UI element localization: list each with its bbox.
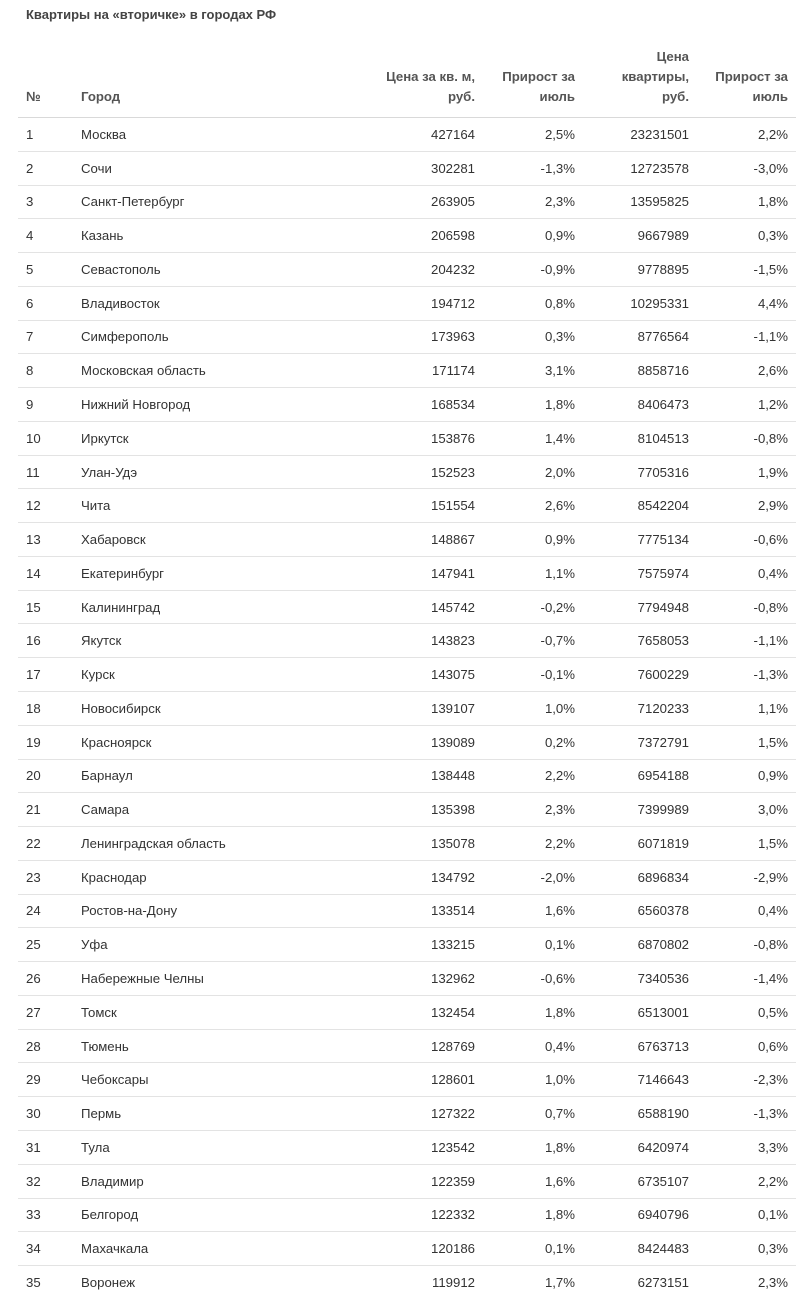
header-flat-price: Цена квартиры, руб. xyxy=(583,47,697,118)
price-per-sqm: 139089 xyxy=(303,725,483,759)
city-name: Симферополь xyxy=(73,320,303,354)
growth-sqm: 0,2% xyxy=(483,725,583,759)
row-number: 8 xyxy=(18,354,73,388)
table-header-row xyxy=(18,47,796,118)
growth-flat: -1,5% xyxy=(697,253,796,287)
growth-sqm: 1,1% xyxy=(483,556,583,590)
growth-flat: -1,3% xyxy=(697,658,796,692)
city-name: Севастополь xyxy=(73,253,303,287)
flat-price: 8104513 xyxy=(583,421,697,455)
growth-sqm: 2,2% xyxy=(483,827,583,861)
growth-flat: 1,5% xyxy=(697,725,796,759)
page-title: Квартиры на «вторичке» в городах РФ xyxy=(26,7,276,22)
table-row xyxy=(18,1266,796,1299)
flat-price: 6588190 xyxy=(583,1097,697,1131)
city-name: Барнаул xyxy=(73,759,303,793)
row-number: 1 xyxy=(18,118,73,152)
flat-price: 9667989 xyxy=(583,219,697,253)
growth-sqm: 0,4% xyxy=(483,1029,583,1063)
row-number: 22 xyxy=(18,827,73,861)
row-number: 33 xyxy=(18,1198,73,1232)
table-body xyxy=(18,118,796,1299)
flat-price: 7794948 xyxy=(583,590,697,624)
city-name: Самара xyxy=(73,793,303,827)
flat-price: 7600229 xyxy=(583,658,697,692)
flat-price: 6940796 xyxy=(583,1198,697,1232)
table-row xyxy=(18,1232,796,1266)
row-number: 26 xyxy=(18,962,73,996)
growth-sqm: -0,1% xyxy=(483,658,583,692)
city-name: Казань xyxy=(73,219,303,253)
city-name: Тула xyxy=(73,1130,303,1164)
table-row xyxy=(18,658,796,692)
row-number: 14 xyxy=(18,556,73,590)
row-number: 12 xyxy=(18,489,73,523)
growth-flat: 2,2% xyxy=(697,1164,796,1198)
growth-flat: -0,8% xyxy=(697,928,796,962)
growth-flat: 1,8% xyxy=(697,185,796,219)
city-name: Ростов-на-Дону xyxy=(73,894,303,928)
flat-price: 6763713 xyxy=(583,1029,697,1063)
growth-sqm: 0,1% xyxy=(483,1232,583,1266)
price-per-sqm: 134792 xyxy=(303,860,483,894)
flat-price: 8542204 xyxy=(583,489,697,523)
growth-sqm: -0,6% xyxy=(483,962,583,996)
row-number: 31 xyxy=(18,1130,73,1164)
growth-flat: 0,3% xyxy=(697,219,796,253)
city-name: Пермь xyxy=(73,1097,303,1131)
table-row xyxy=(18,118,796,152)
city-name: Чита xyxy=(73,489,303,523)
header-city: Город xyxy=(73,47,303,118)
growth-flat: -3,0% xyxy=(697,151,796,185)
table-row xyxy=(18,1063,796,1097)
price-per-sqm: 120186 xyxy=(303,1232,483,1266)
growth-sqm: 0,8% xyxy=(483,286,583,320)
price-per-sqm: 143075 xyxy=(303,658,483,692)
growth-flat: 3,3% xyxy=(697,1130,796,1164)
city-name: Московская область xyxy=(73,354,303,388)
price-per-sqm: 128769 xyxy=(303,1029,483,1063)
growth-sqm: -0,7% xyxy=(483,624,583,658)
growth-sqm: 1,7% xyxy=(483,1266,583,1299)
city-name: Якутск xyxy=(73,624,303,658)
city-name: Уфа xyxy=(73,928,303,962)
row-number: 34 xyxy=(18,1232,73,1266)
table-row xyxy=(18,1164,796,1198)
row-number: 29 xyxy=(18,1063,73,1097)
price-per-sqm: 173963 xyxy=(303,320,483,354)
table-row xyxy=(18,962,796,996)
price-per-sqm: 138448 xyxy=(303,759,483,793)
city-name: Москва xyxy=(73,118,303,152)
price-per-sqm: 135398 xyxy=(303,793,483,827)
flat-price: 8858716 xyxy=(583,354,697,388)
table-row xyxy=(18,523,796,557)
growth-flat: 0,6% xyxy=(697,1029,796,1063)
flat-price: 7120233 xyxy=(583,692,697,726)
table-row xyxy=(18,320,796,354)
price-per-sqm: 168534 xyxy=(303,388,483,422)
row-number: 3 xyxy=(18,185,73,219)
header-price-per-sqm: Цена за кв. м, руб. xyxy=(303,47,483,118)
flat-price: 6896834 xyxy=(583,860,697,894)
flat-price: 6870802 xyxy=(583,928,697,962)
growth-sqm: 0,3% xyxy=(483,320,583,354)
row-number: 2 xyxy=(18,151,73,185)
growth-flat: -1,4% xyxy=(697,962,796,996)
price-per-sqm: 132962 xyxy=(303,962,483,996)
price-per-sqm: 148867 xyxy=(303,523,483,557)
flat-price: 6560378 xyxy=(583,894,697,928)
row-number: 11 xyxy=(18,455,73,489)
table-row xyxy=(18,253,796,287)
city-price-table xyxy=(18,47,796,1299)
growth-flat: -1,1% xyxy=(697,320,796,354)
row-number: 5 xyxy=(18,253,73,287)
flat-price: 6273151 xyxy=(583,1266,697,1299)
flat-price: 6420974 xyxy=(583,1130,697,1164)
price-per-sqm: 302281 xyxy=(303,151,483,185)
growth-flat: 1,9% xyxy=(697,455,796,489)
growth-sqm: 2,6% xyxy=(483,489,583,523)
city-name: Воронеж xyxy=(73,1266,303,1299)
flat-price: 7146643 xyxy=(583,1063,697,1097)
city-name: Красноярск xyxy=(73,725,303,759)
table-row xyxy=(18,1097,796,1131)
price-per-sqm: 206598 xyxy=(303,219,483,253)
row-number: 27 xyxy=(18,995,73,1029)
growth-sqm: 2,2% xyxy=(483,759,583,793)
table-row xyxy=(18,860,796,894)
growth-flat: 2,6% xyxy=(697,354,796,388)
flat-price: 8406473 xyxy=(583,388,697,422)
growth-sqm: 3,1% xyxy=(483,354,583,388)
growth-flat: 0,3% xyxy=(697,1232,796,1266)
growth-sqm: 1,6% xyxy=(483,1164,583,1198)
growth-sqm: -0,9% xyxy=(483,253,583,287)
city-name: Курск xyxy=(73,658,303,692)
row-number: 25 xyxy=(18,928,73,962)
city-name: Белгород xyxy=(73,1198,303,1232)
row-number: 4 xyxy=(18,219,73,253)
growth-sqm: 2,5% xyxy=(483,118,583,152)
price-per-sqm: 151554 xyxy=(303,489,483,523)
growth-flat: -1,3% xyxy=(697,1097,796,1131)
price-per-sqm: 122332 xyxy=(303,1198,483,1232)
row-number: 24 xyxy=(18,894,73,928)
row-number: 23 xyxy=(18,860,73,894)
growth-flat: 1,5% xyxy=(697,827,796,861)
growth-flat: 2,3% xyxy=(697,1266,796,1299)
growth-flat: 0,4% xyxy=(697,556,796,590)
city-name: Иркутск xyxy=(73,421,303,455)
flat-price: 8424483 xyxy=(583,1232,697,1266)
growth-flat: 0,5% xyxy=(697,995,796,1029)
table-row xyxy=(18,624,796,658)
growth-sqm: -1,3% xyxy=(483,151,583,185)
growth-flat: -0,6% xyxy=(697,523,796,557)
price-per-sqm: 263905 xyxy=(303,185,483,219)
row-number: 10 xyxy=(18,421,73,455)
price-per-sqm: 194712 xyxy=(303,286,483,320)
table-row xyxy=(18,692,796,726)
table-row xyxy=(18,793,796,827)
price-per-sqm: 153876 xyxy=(303,421,483,455)
row-number: 20 xyxy=(18,759,73,793)
city-name: Санкт-Петербург xyxy=(73,185,303,219)
price-per-sqm: 119912 xyxy=(303,1266,483,1299)
price-per-sqm: 427164 xyxy=(303,118,483,152)
growth-flat: -1,1% xyxy=(697,624,796,658)
flat-price: 12723578 xyxy=(583,151,697,185)
price-per-sqm: 143823 xyxy=(303,624,483,658)
flat-price: 8776564 xyxy=(583,320,697,354)
growth-sqm: 1,0% xyxy=(483,1063,583,1097)
price-per-sqm: 145742 xyxy=(303,590,483,624)
flat-price: 7399989 xyxy=(583,793,697,827)
table-row xyxy=(18,590,796,624)
growth-sqm: 1,4% xyxy=(483,421,583,455)
growth-sqm: 2,3% xyxy=(483,185,583,219)
growth-sqm: 1,8% xyxy=(483,1198,583,1232)
table-row xyxy=(18,928,796,962)
city-name: Новосибирск xyxy=(73,692,303,726)
table-row xyxy=(18,354,796,388)
table-row xyxy=(18,151,796,185)
table-row xyxy=(18,556,796,590)
price-per-sqm: 133215 xyxy=(303,928,483,962)
growth-flat: 1,1% xyxy=(697,692,796,726)
table-row xyxy=(18,894,796,928)
flat-price: 9778895 xyxy=(583,253,697,287)
city-name: Екатеринбург xyxy=(73,556,303,590)
growth-flat: 0,4% xyxy=(697,894,796,928)
growth-flat: 4,4% xyxy=(697,286,796,320)
flat-price: 7372791 xyxy=(583,725,697,759)
header-number: № xyxy=(18,47,73,118)
row-number: 13 xyxy=(18,523,73,557)
price-per-sqm: 122359 xyxy=(303,1164,483,1198)
table-row xyxy=(18,759,796,793)
row-number: 18 xyxy=(18,692,73,726)
city-name: Хабаровск xyxy=(73,523,303,557)
row-number: 16 xyxy=(18,624,73,658)
flat-price: 6735107 xyxy=(583,1164,697,1198)
row-number: 17 xyxy=(18,658,73,692)
header-growth-sqm: Прирост за июль xyxy=(483,47,583,118)
city-name: Сочи xyxy=(73,151,303,185)
growth-sqm: -0,2% xyxy=(483,590,583,624)
city-name: Чебоксары xyxy=(73,1063,303,1097)
city-name: Набережные Челны xyxy=(73,962,303,996)
header-growth-flat: Прирост за июль xyxy=(697,47,796,118)
price-per-sqm: 204232 xyxy=(303,253,483,287)
row-number: 15 xyxy=(18,590,73,624)
table-row xyxy=(18,827,796,861)
growth-sqm: 2,3% xyxy=(483,793,583,827)
growth-sqm: 0,7% xyxy=(483,1097,583,1131)
price-per-sqm: 132454 xyxy=(303,995,483,1029)
city-name: Владивосток xyxy=(73,286,303,320)
flat-price: 6513001 xyxy=(583,995,697,1029)
growth-sqm: -2,0% xyxy=(483,860,583,894)
row-number: 30 xyxy=(18,1097,73,1131)
flat-price: 23231501 xyxy=(583,118,697,152)
table-row xyxy=(18,388,796,422)
table-row xyxy=(18,1198,796,1232)
growth-sqm: 1,8% xyxy=(483,995,583,1029)
flat-price: 13595825 xyxy=(583,185,697,219)
growth-flat: -0,8% xyxy=(697,421,796,455)
growth-flat: -2,9% xyxy=(697,860,796,894)
row-number: 6 xyxy=(18,286,73,320)
city-name: Томск xyxy=(73,995,303,1029)
price-per-sqm: 128601 xyxy=(303,1063,483,1097)
price-per-sqm: 135078 xyxy=(303,827,483,861)
table-row xyxy=(18,455,796,489)
table-row xyxy=(18,1130,796,1164)
growth-flat: 2,2% xyxy=(697,118,796,152)
growth-flat: -0,8% xyxy=(697,590,796,624)
flat-price: 7658053 xyxy=(583,624,697,658)
growth-flat: 1,2% xyxy=(697,388,796,422)
city-name: Махачкала xyxy=(73,1232,303,1266)
city-name: Ленинградская область xyxy=(73,827,303,861)
table-row xyxy=(18,219,796,253)
flat-price: 6954188 xyxy=(583,759,697,793)
price-per-sqm: 123542 xyxy=(303,1130,483,1164)
row-number: 7 xyxy=(18,320,73,354)
growth-sqm: 2,0% xyxy=(483,455,583,489)
city-name: Улан-Удэ xyxy=(73,455,303,489)
table-row xyxy=(18,286,796,320)
table-row xyxy=(18,489,796,523)
flat-price: 7575974 xyxy=(583,556,697,590)
growth-sqm: 1,0% xyxy=(483,692,583,726)
growth-flat: 3,0% xyxy=(697,793,796,827)
city-name: Калининград xyxy=(73,590,303,624)
price-per-sqm: 139107 xyxy=(303,692,483,726)
city-name: Нижний Новгород xyxy=(73,388,303,422)
growth-sqm: 0,9% xyxy=(483,219,583,253)
price-per-sqm: 133514 xyxy=(303,894,483,928)
row-number: 35 xyxy=(18,1266,73,1299)
price-per-sqm: 127322 xyxy=(303,1097,483,1131)
growth-flat: 2,9% xyxy=(697,489,796,523)
flat-price: 10295331 xyxy=(583,286,697,320)
growth-flat: 0,9% xyxy=(697,759,796,793)
growth-sqm: 1,6% xyxy=(483,894,583,928)
growth-sqm: 0,1% xyxy=(483,928,583,962)
table-row xyxy=(18,995,796,1029)
city-name: Краснодар xyxy=(73,860,303,894)
city-name: Владимир xyxy=(73,1164,303,1198)
table-row xyxy=(18,725,796,759)
row-number: 21 xyxy=(18,793,73,827)
price-per-sqm: 152523 xyxy=(303,455,483,489)
table-row xyxy=(18,185,796,219)
city-name: Тюмень xyxy=(73,1029,303,1063)
table-row xyxy=(18,421,796,455)
flat-price: 7705316 xyxy=(583,455,697,489)
flat-price: 6071819 xyxy=(583,827,697,861)
flat-price: 7340536 xyxy=(583,962,697,996)
row-number: 9 xyxy=(18,388,73,422)
row-number: 28 xyxy=(18,1029,73,1063)
growth-sqm: 0,9% xyxy=(483,523,583,557)
row-number: 19 xyxy=(18,725,73,759)
growth-flat: -2,3% xyxy=(697,1063,796,1097)
table-row xyxy=(18,1029,796,1063)
price-per-sqm: 171174 xyxy=(303,354,483,388)
price-per-sqm: 147941 xyxy=(303,556,483,590)
growth-flat: 0,1% xyxy=(697,1198,796,1232)
growth-sqm: 1,8% xyxy=(483,388,583,422)
growth-sqm: 1,8% xyxy=(483,1130,583,1164)
row-number: 32 xyxy=(18,1164,73,1198)
flat-price: 7775134 xyxy=(583,523,697,557)
